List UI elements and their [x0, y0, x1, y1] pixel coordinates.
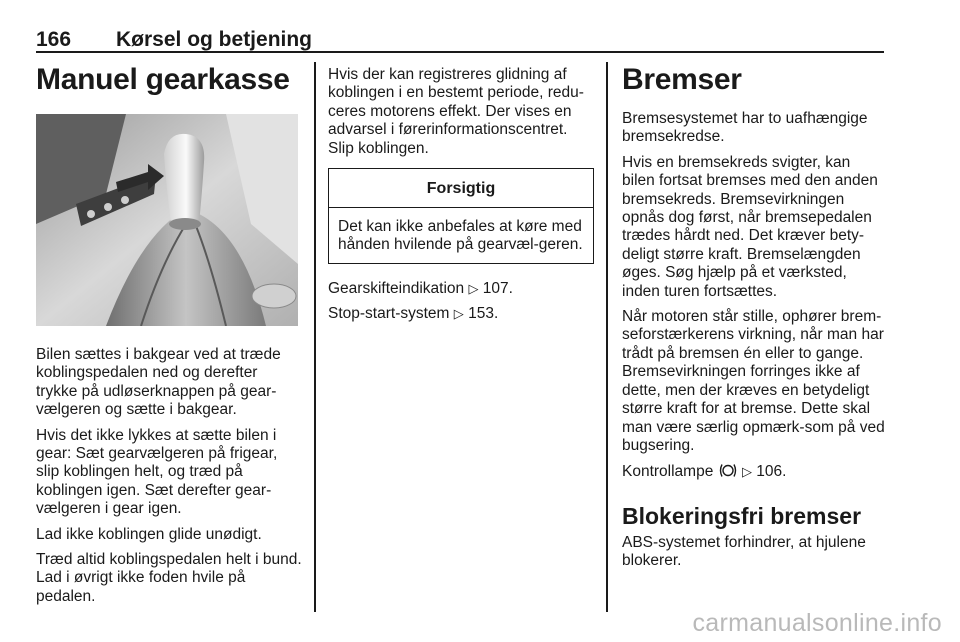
cross-reference-brake-warning-lamp[interactable] — [622, 462, 886, 481]
caution-box — [328, 168, 594, 264]
gear-lever-photo — [36, 114, 298, 326]
middle-column — [328, 66, 594, 331]
paragraph: Bilen sættes i bakgear ved at træde koblingspedalen ned og derefter trykke på udløserknappen på gear-vælgeren og sætte i bakgear. — [36, 346, 281, 419]
page-header — [36, 24, 884, 54]
reference-label: Stop-start-system — [328, 305, 450, 323]
reference-arrow-icon: ▷ — [468, 280, 479, 296]
right-column — [622, 60, 886, 578]
reference-arrow-icon: ▷ — [741, 464, 752, 480]
paragraph: Når motoren står stille, ophører brem-seforstærkerens virkning, når man har trådt på bremsen én eller to gange. Bremsevirkningen forringes ikke af dette, men der kræves en betydeligt større kraft for at bremse. Dette skal man være særlig opmærk-som på ved bugsering. — [622, 308, 885, 454]
caution-title: Forsigtig — [329, 169, 593, 208]
section-heading-manual-gearbox: Manuel gearkasse — [36, 63, 290, 96]
brake-warning-lamp-icon — [718, 462, 738, 479]
cross-reference-gear-shift-indicator[interactable] — [328, 280, 594, 298]
left-column — [36, 60, 302, 613]
page-number: 166 — [36, 28, 72, 51]
reference-page: 107. — [482, 279, 513, 297]
reference-label: Kontrollampe — [622, 463, 714, 481]
paragraph: Hvis der kan registreres glidning af koblingen i en bestemt periode, redu-ceres motorens effekt. Der vises en advarsel i førerinformationscentret. Slip koblingen. — [328, 66, 584, 157]
watermark: carmanualsonline.info — [692, 609, 942, 637]
section-heading-brakes: Bremser — [622, 63, 742, 96]
reference-page: 106. — [756, 463, 787, 481]
reference-arrow-icon: ▷ — [453, 306, 464, 322]
cross-reference-stop-start-system[interactable] — [328, 305, 594, 323]
header-rule — [36, 51, 884, 53]
paragraph: Bremsesystemet har to uafhængige bremsekredse. — [622, 110, 868, 146]
caution-text: Det kan ikke anbefales at køre med hånden hvilende på gearvæl-geren. — [338, 218, 583, 254]
paragraph: Lad ikke koblingen glide unødigt. — [36, 525, 262, 543]
reference-label: Gearskifteindikation — [328, 279, 465, 297]
paragraph: Hvis det ikke lykkes at sætte bilen i gear: Sæt gearvælgeren på frigear, slip koblingen helt, og træd på koblingen igen. Sæt derefter gear-vælgeren i gear igen. — [36, 426, 278, 518]
running-title: Kørsel og betjening — [116, 28, 313, 51]
reference-page: 153. — [468, 305, 499, 323]
column-divider-left — [314, 62, 316, 612]
subsection-heading-abs: Blokeringsfri bremser — [622, 502, 862, 529]
column-divider-right — [606, 62, 608, 612]
paragraph: Træd altid koblingspedalen helt i bund. Lad i øvrigt ikke foden hvile på pedalen. — [36, 551, 302, 605]
paragraph: ABS-systemet forhindrer, at hjulene blokerer. — [622, 533, 866, 570]
paragraph: Hvis en bremsekreds svigter, kan bilen fortsat bremses med den anden bremsekreds. Bremsevirkningen opnås dog først, når bremsepedalen trædes hårdt ned. Det kræver bety-deligt større kraft. Bremselængden øges. Søg hjælp på et værksted, inden turen fortsættes. — [622, 153, 878, 300]
